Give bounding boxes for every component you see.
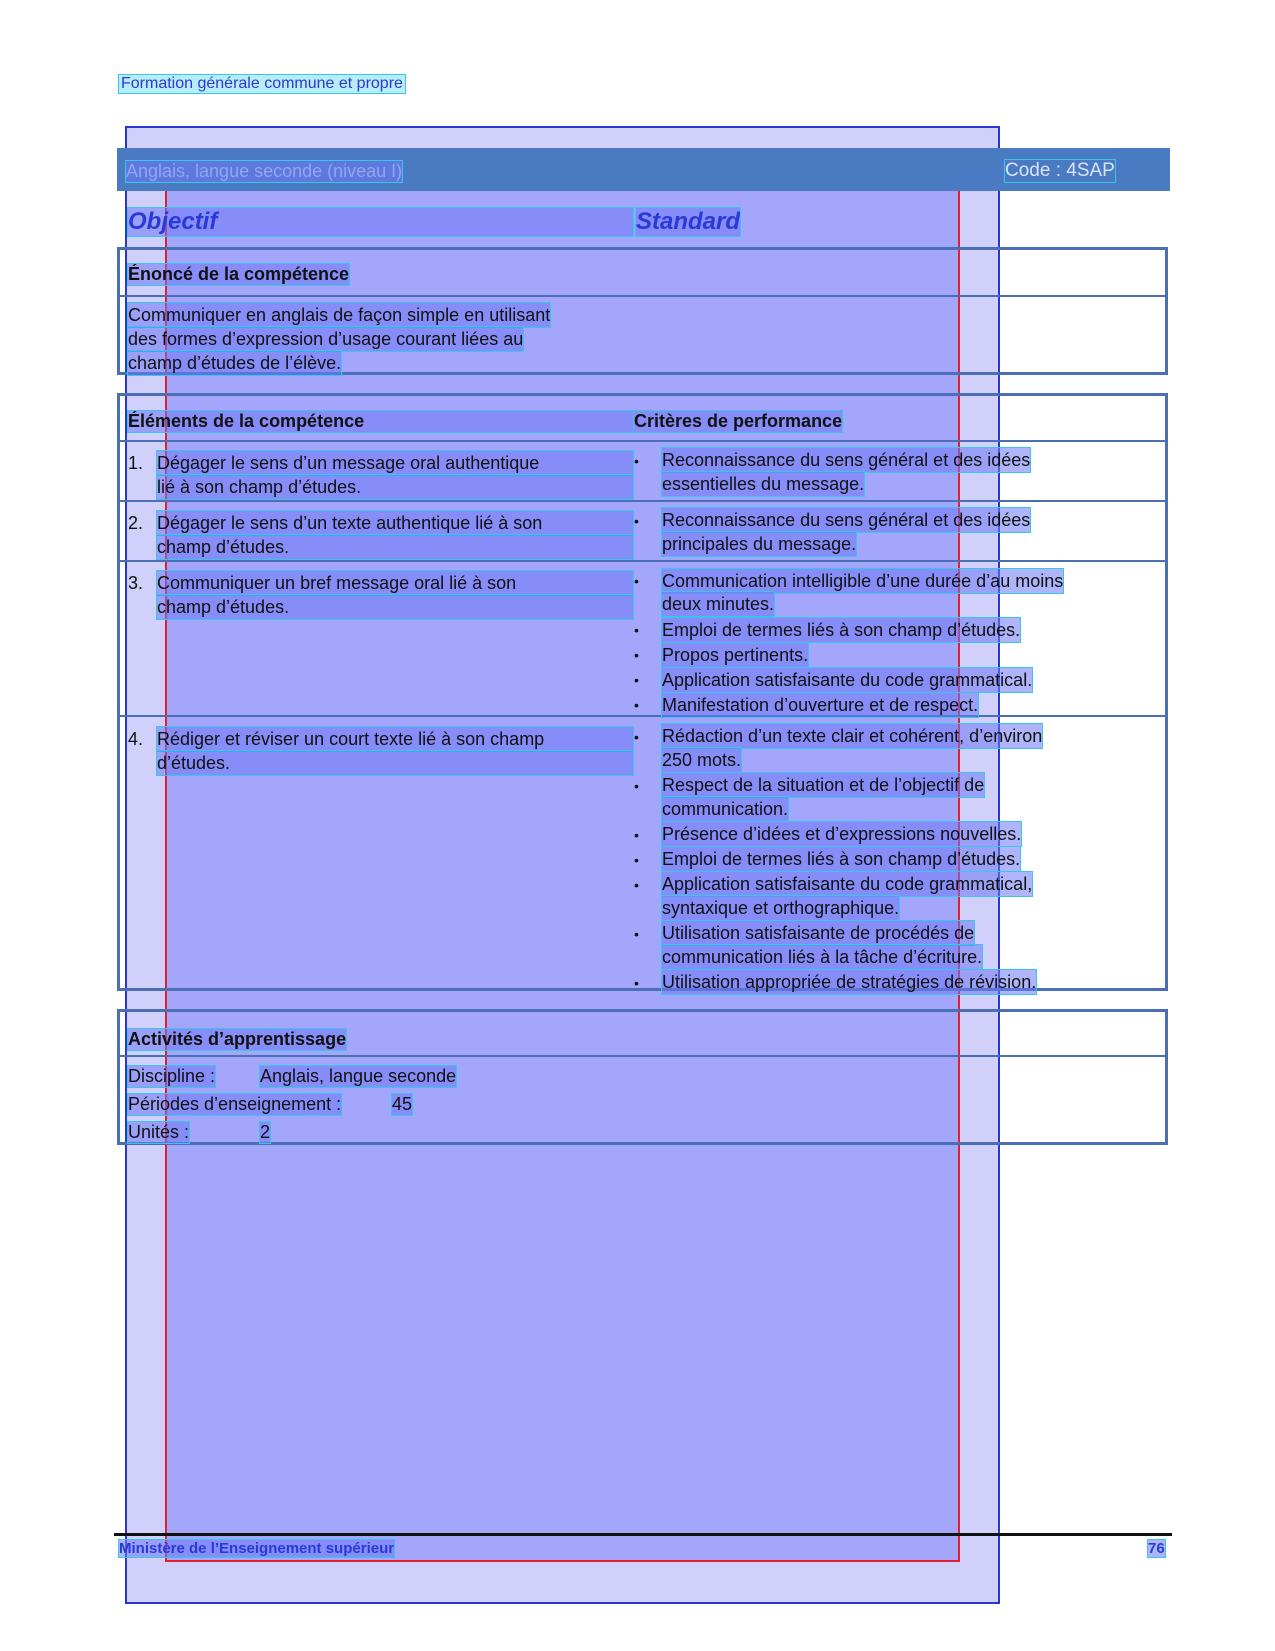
course-title: Anglais, langue seconde (niveau I): [126, 161, 403, 181]
criterion-line: Reconnaissance du sens général et des idées: [662, 450, 1031, 470]
criterion-line: Application satisfaisante du code grammatical,: [662, 874, 1033, 894]
enonce-line: des formes d’expression d’usage courant liées au: [128, 329, 524, 349]
element-line: champ d’études.: [157, 535, 633, 559]
criterion-line: deux minutes.: [662, 594, 775, 614]
bullet-icon: •: [634, 672, 639, 688]
criteres-heading: Critères de performance: [634, 411, 843, 431]
element-number: 4.: [128, 729, 144, 749]
criterion-line: Manifestation d’ouverture et de respect.: [662, 695, 979, 715]
criterion-line: syntaxique et orthographique.: [662, 898, 900, 918]
row-divider: [120, 440, 1165, 442]
row-divider: [120, 715, 1165, 717]
bullet-icon: •: [634, 778, 639, 794]
criterion-line: Utilisation satisfaisante de procédés de: [662, 923, 975, 943]
bullet-icon: •: [634, 852, 639, 868]
criterion-line: communication.: [662, 799, 789, 819]
periodes-label: Périodes d’enseignement :: [128, 1094, 342, 1114]
bullet-icon: •: [634, 975, 639, 991]
discipline-value: Anglais, langue seconde: [260, 1066, 457, 1086]
element-number: 2.: [128, 513, 144, 533]
footer-rule: [114, 1533, 1172, 1536]
discipline-label: Discipline :: [128, 1066, 216, 1086]
objectif-label: Objectif: [128, 208, 633, 236]
element-line: d’études.: [157, 751, 633, 775]
enonce-line: champ d’études de l’élève.: [128, 353, 342, 373]
bullet-icon: •: [634, 926, 639, 942]
enonce-line: Communiquer en anglais de façon simple en utilisant: [128, 305, 551, 325]
element-line: Dégager le sens d’un message oral authentique: [157, 451, 633, 475]
bullet-icon: •: [634, 513, 639, 529]
bullet-icon: •: [634, 647, 639, 663]
course-code: Code : 4SAP: [1005, 160, 1115, 181]
element-line: Rédiger et réviser un court texte lié à son champ: [157, 727, 633, 751]
bullet-icon: •: [634, 622, 639, 638]
elements-heading: Éléments de la compétence: [128, 411, 633, 432]
criterion-line: Respect de la situation et de l’objectif de: [662, 775, 985, 795]
bullet-icon: •: [634, 877, 639, 893]
periodes-value: 45: [392, 1094, 413, 1114]
criterion-line: Emploi de termes liés à son champ d’études.: [662, 849, 1021, 869]
criterion-line: Rédaction d’un texte clair et cohérent, d’environ: [662, 726, 1043, 746]
row-divider: [120, 295, 1165, 297]
criterion-line: Emploi de termes liés à son champ d’études.: [662, 620, 1021, 640]
standard-label: Standard: [636, 208, 741, 235]
element-line: Dégager le sens d’un texte authentique lié à son: [157, 511, 633, 535]
criterion-line: principales du message.: [662, 534, 857, 554]
running-header: Formation générale commune et propre: [121, 75, 403, 92]
element-number: 3.: [128, 573, 144, 593]
criterion-line: Communication intelligible d’une durée d’au moins: [662, 571, 1064, 591]
criterion-line: communication liés à la tâche d’écriture.: [662, 947, 983, 967]
enonce-heading: Énoncé de la compétence: [128, 264, 350, 284]
footer-ministry: Ministère de l’Enseignement supérieur: [119, 1540, 395, 1557]
activites-heading: Activités d’apprentissage: [128, 1029, 347, 1049]
criterion-line: Présence d’idées et d’expressions nouvelles.: [662, 824, 1022, 844]
element-line: lié à son champ d’études.: [157, 475, 633, 499]
unites-label: Unités :: [128, 1122, 190, 1142]
criterion-line: Application satisfaisante du code grammatical.: [662, 670, 1033, 690]
row-divider: [120, 560, 1165, 562]
element-line: Communiquer un bref message oral lié à son: [157, 571, 633, 595]
bullet-icon: •: [634, 697, 639, 713]
page-number: 76: [1148, 1540, 1165, 1557]
bullet-icon: •: [634, 453, 639, 469]
element-line: champ d’études.: [157, 595, 633, 619]
unites-value: 2: [260, 1122, 271, 1142]
bullet-icon: •: [634, 573, 639, 589]
criterion-line: 250 mots.: [662, 750, 742, 770]
row-divider: [120, 1055, 1165, 1057]
bullet-icon: •: [634, 827, 639, 843]
criterion-line: Propos pertinents.: [662, 645, 809, 665]
criterion-line: Utilisation appropriée de stratégies de révision.: [662, 972, 1037, 992]
criterion-line: essentielles du message.: [662, 474, 865, 494]
row-divider: [120, 500, 1165, 502]
bullet-icon: •: [634, 729, 639, 745]
element-number: 1.: [128, 453, 144, 473]
criterion-line: Reconnaissance du sens général et des idées: [662, 510, 1031, 530]
